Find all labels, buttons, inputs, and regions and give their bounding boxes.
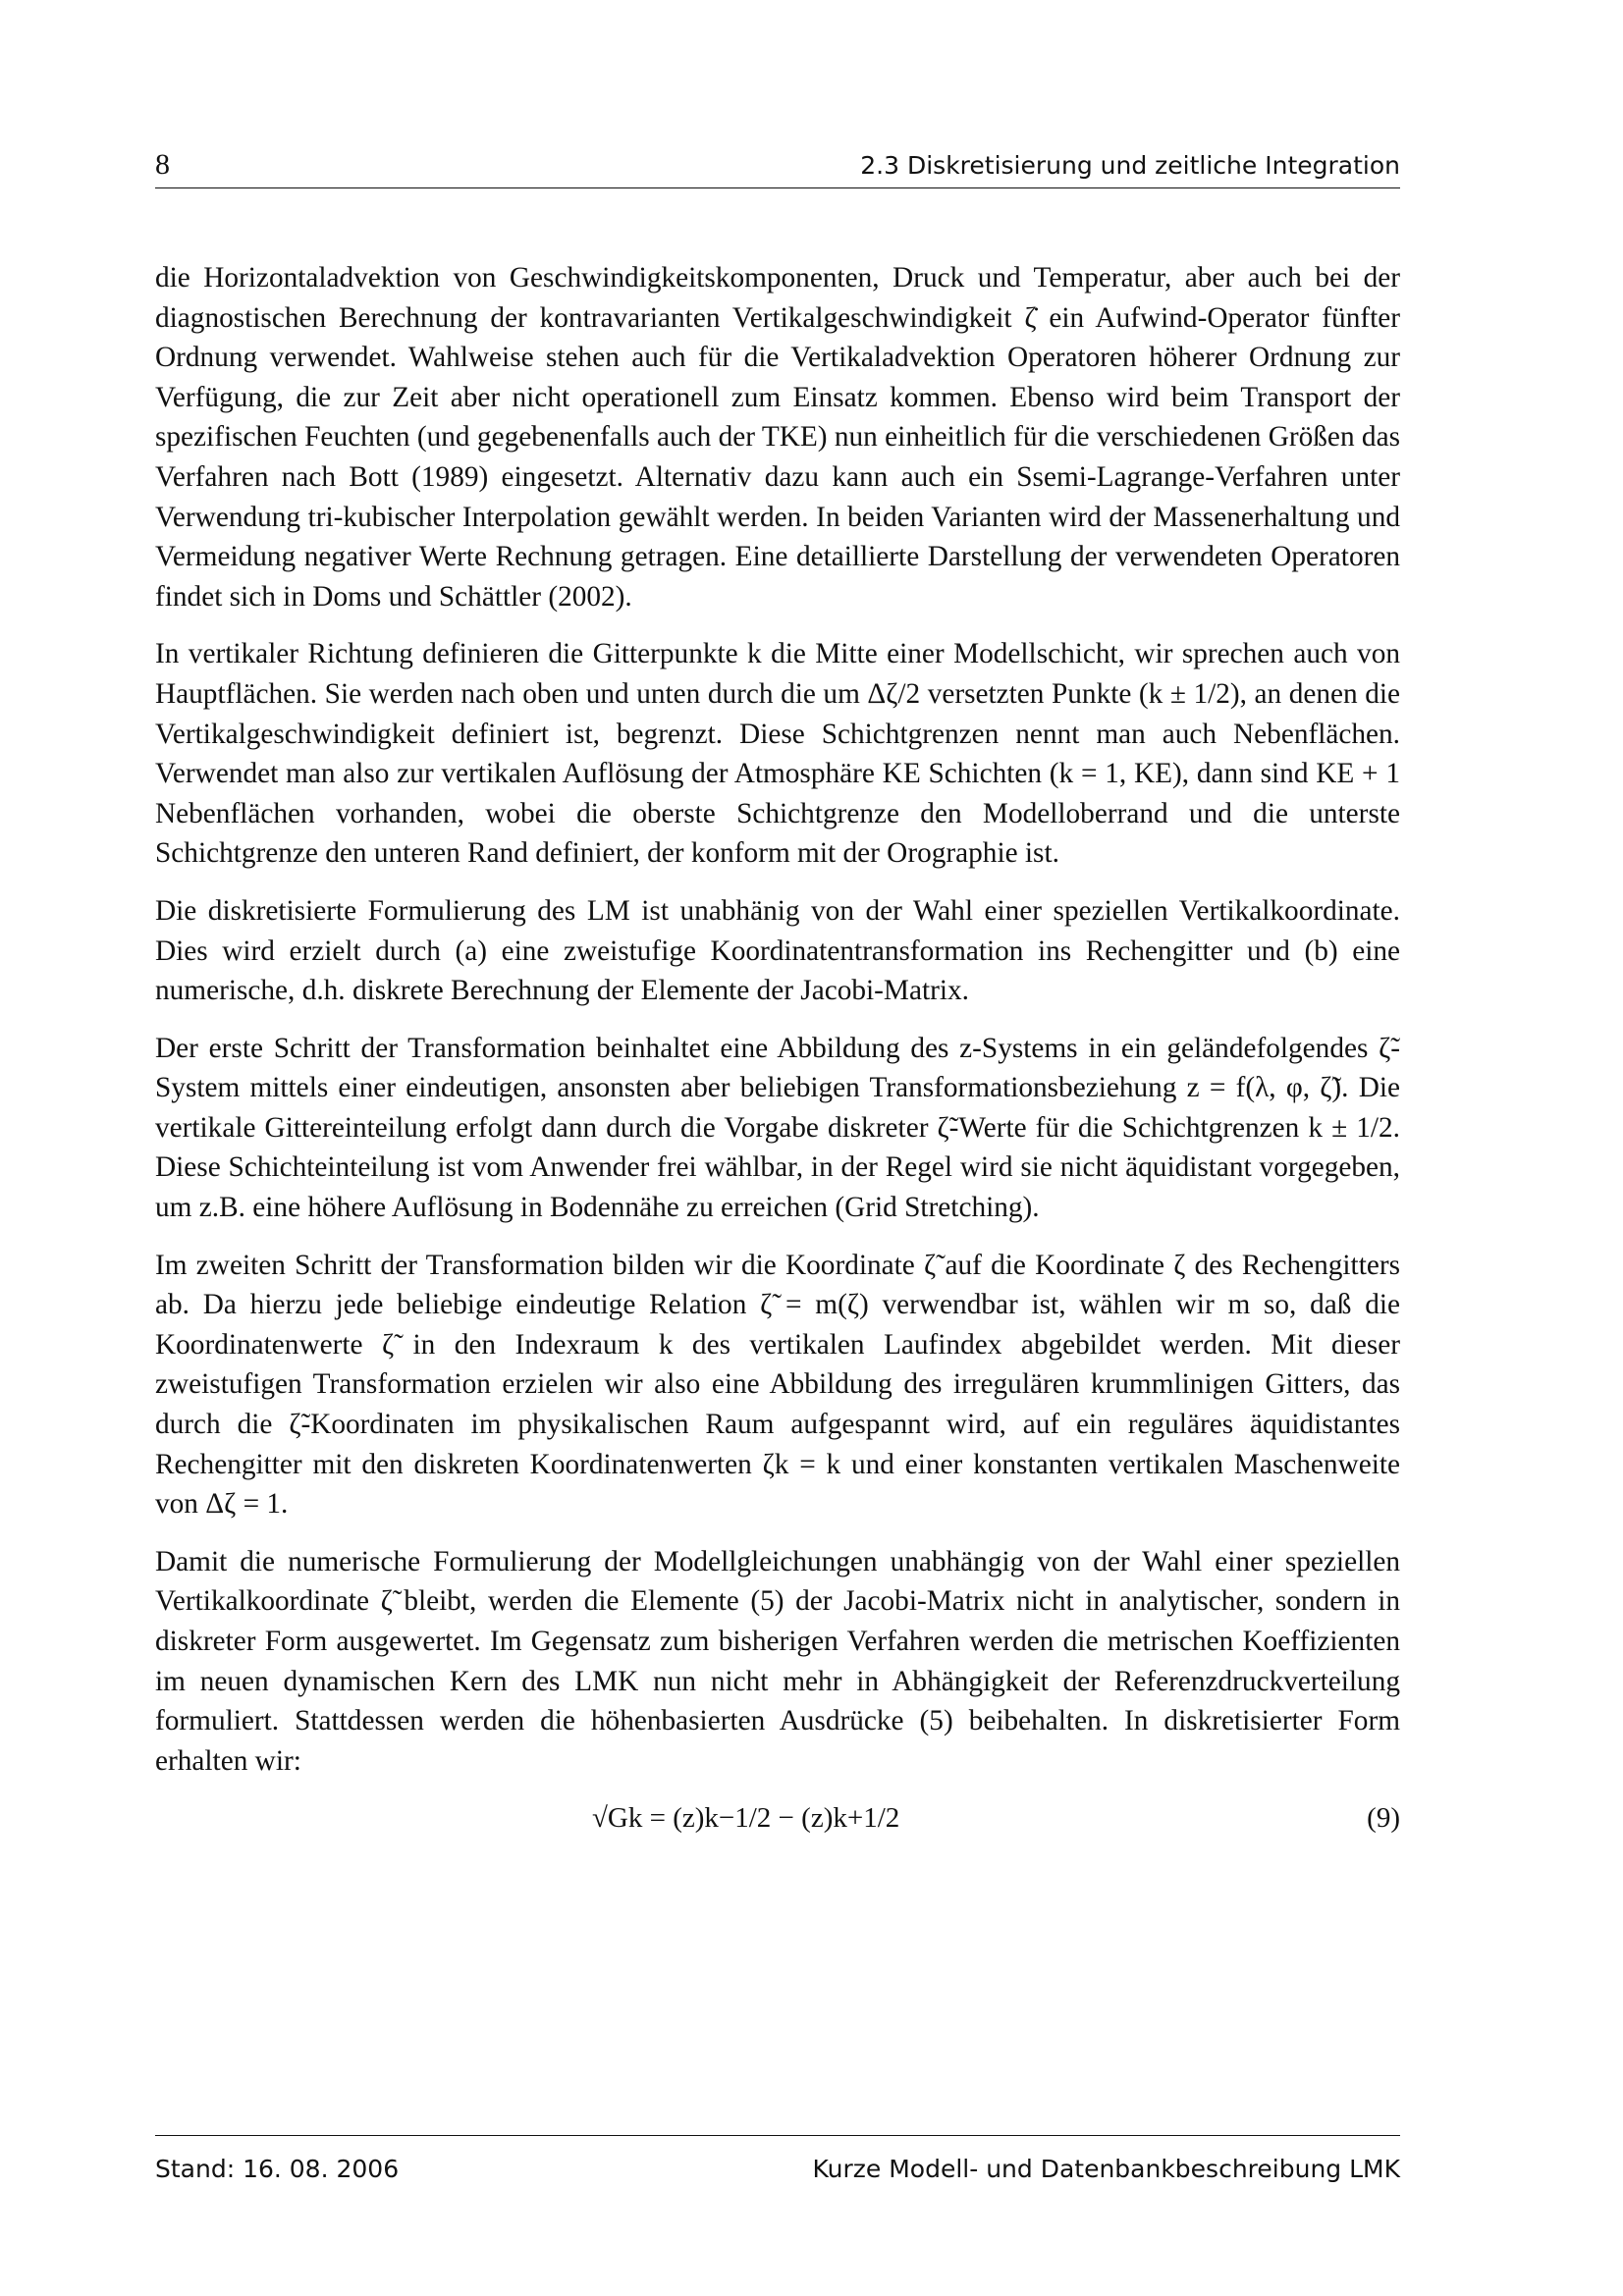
paragraph-4: Der erste Schritt der Transformation beinhaltet eine Abbildung des z-Systems in ein geländefolgendes ζ̃-System mittels einer eindeutigen, ansonsten aber beliebigen Transformationsbeziehung z = f(λ, φ, ζ̃). Die vertikale Gittereinteilung erfolgt dann durch die Vorgabe diskreter ζ̃-Werte für die Schichtgrenzen k ± 1/2. Diese Schichteinteilung ist vom Anwender frei wählbar, in der Regel wird sie nicht äquidistant vorgegeben, um z.B. eine höhere Auflösung in Bodennähe zu erreichen (Grid Stretching). bbox=[155, 1032, 1400, 1224]
equation-number: (9) bbox=[1367, 1802, 1400, 1835]
equation-9 bbox=[155, 1798, 1400, 1838]
footer-title: Kurze Modell- und Datenbankbeschreibung LMK bbox=[812, 2155, 1400, 2183]
page-footer bbox=[155, 2155, 1400, 2183]
paragraph-2: In vertikaler Richtung definieren die Gitterpunkte k die Mitte einer Modellschicht, wir sprechen auch von Hauptflächen. Sie werden nach oben und unten durch die um Δζ/2 versetzten Punkte (k ± 1/2), an denen die Vertikalgeschwindigkeit definiert ist, begrenzt. Diese Schichtgrenzen nennt man auch Nebenflächen. Verwendet man also zur vertikalen Auflösung der Atmosphäre KE Schichten (k = 1, KE), dann sind KE + 1 Nebenflächen vorhanden, wobei die oberste Schichtgrenze den Modelloberrand und die unterste Schichtgrenze den unteren Rand definiert, der konform mit der Orographie ist. bbox=[155, 638, 1400, 870]
footer-date: Stand: 16. 08. 2006 bbox=[155, 2155, 400, 2183]
paragraph-3: Die diskretisierte Formulierung des LM ist unabhänig von der Wahl einer speziellen Vertikalkoordinate. Dies wird erzielt durch (a) eine zweistufige Koordinatentransformation ins Rechengitter und (b) eine numerische, d.h. diskrete Berechnung der Elemente der Jacobi-Matrix. bbox=[155, 894, 1400, 1007]
header-rule bbox=[155, 187, 1400, 188]
page-number: 8 bbox=[155, 148, 170, 181]
paragraph-1: die Horizontaladvektion von Geschwindigkeitskomponenten, Druck und Temperatur, aber auch bei der diagnostischen Berechnung der kontravarianten Vertikalgeschwindigkeit ζ̇ ein Aufwind-Operator fünfter Ordnung verwendet. Wahlweise stehen auch für die Vertikaladvektion Operatoren höherer Ordnung zur Verfügung, die zur Zeit aber nicht operationell zum Einsatz kommen. Ebenso wird beim Transport der spezifischen Feuchten (und gegebenenfalls auch der TKE) nun einheitlich für die verschiedenen Größen das Verfahren nach Bott (1989) eingesetzt. Alternativ dazu kann auch ein Ssemi-Lagrange-Verfahren unter Verwendung tri-kubischer Interpolation gewählt werden. In beiden Varianten wird der Massenerhaltung und Vermeidung negativer Werte Rechnung getragen. Eine detaillierte Darstellung der verwendeten Operatoren findet sich in Doms und Schättler (2002). bbox=[155, 262, 1400, 613]
page-header bbox=[155, 148, 1400, 182]
paragraph-5: Im zweiten Schritt der Transformation bilden wir die Koordinate ζ̃ auf die Koordinate ζ des Rechengitters ab. Da hierzu jede beliebige eindeutige Relation ζ̃ = m(ζ) verwendbar ist, wählen wir m so, daß die Koordinatenwerte ζ̃ in den Indexraum k des vertikalen Laufindex abgebildet werden. Mit dieser zweistufigen Transformation erzielen wir also eine Abbildung des irregulären krummlinigen Gitters, das durch die ζ̃-Koordinaten im physikalischen Raum aufgespannt wird, auf ein reguläres äquidistantes Rechengitter mit den diskreten Koordinatenwerten ζk = k und einer konstanten vertikalen Maschenweite von Δζ = 1. bbox=[155, 1249, 1400, 1521]
page-body bbox=[155, 258, 1400, 1838]
equation-formula: √Gk = (z)k−1/2 − (z)k+1/2 bbox=[592, 1802, 900, 1835]
paragraph-6: Damit die numerische Formulierung der Modellgleichungen unabhängig von der Wahl einer speziellen Vertikalkoordinate ζ̃ bleibt, werden die Elemente (5) der Jacobi-Matrix nicht in analytischer, sondern in diskreter Form ausgewertet. Im Gegensatz zum bisherigen Verfahren werden die metrischen Koeffizienten im neuen dynamischen Kern des LMK nun nicht mehr in Abhängigkeit der Referenzdruckverteilung formuliert. Stattdessen werden die höhenbasierten Ausdrücke (5) beibehalten. In diskretisierter Form erhalten wir: bbox=[155, 1545, 1400, 1777]
footer-rule bbox=[155, 2135, 1400, 2136]
section-title: 2.3 Diskretisierung und zeitliche Integration bbox=[860, 151, 1400, 180]
